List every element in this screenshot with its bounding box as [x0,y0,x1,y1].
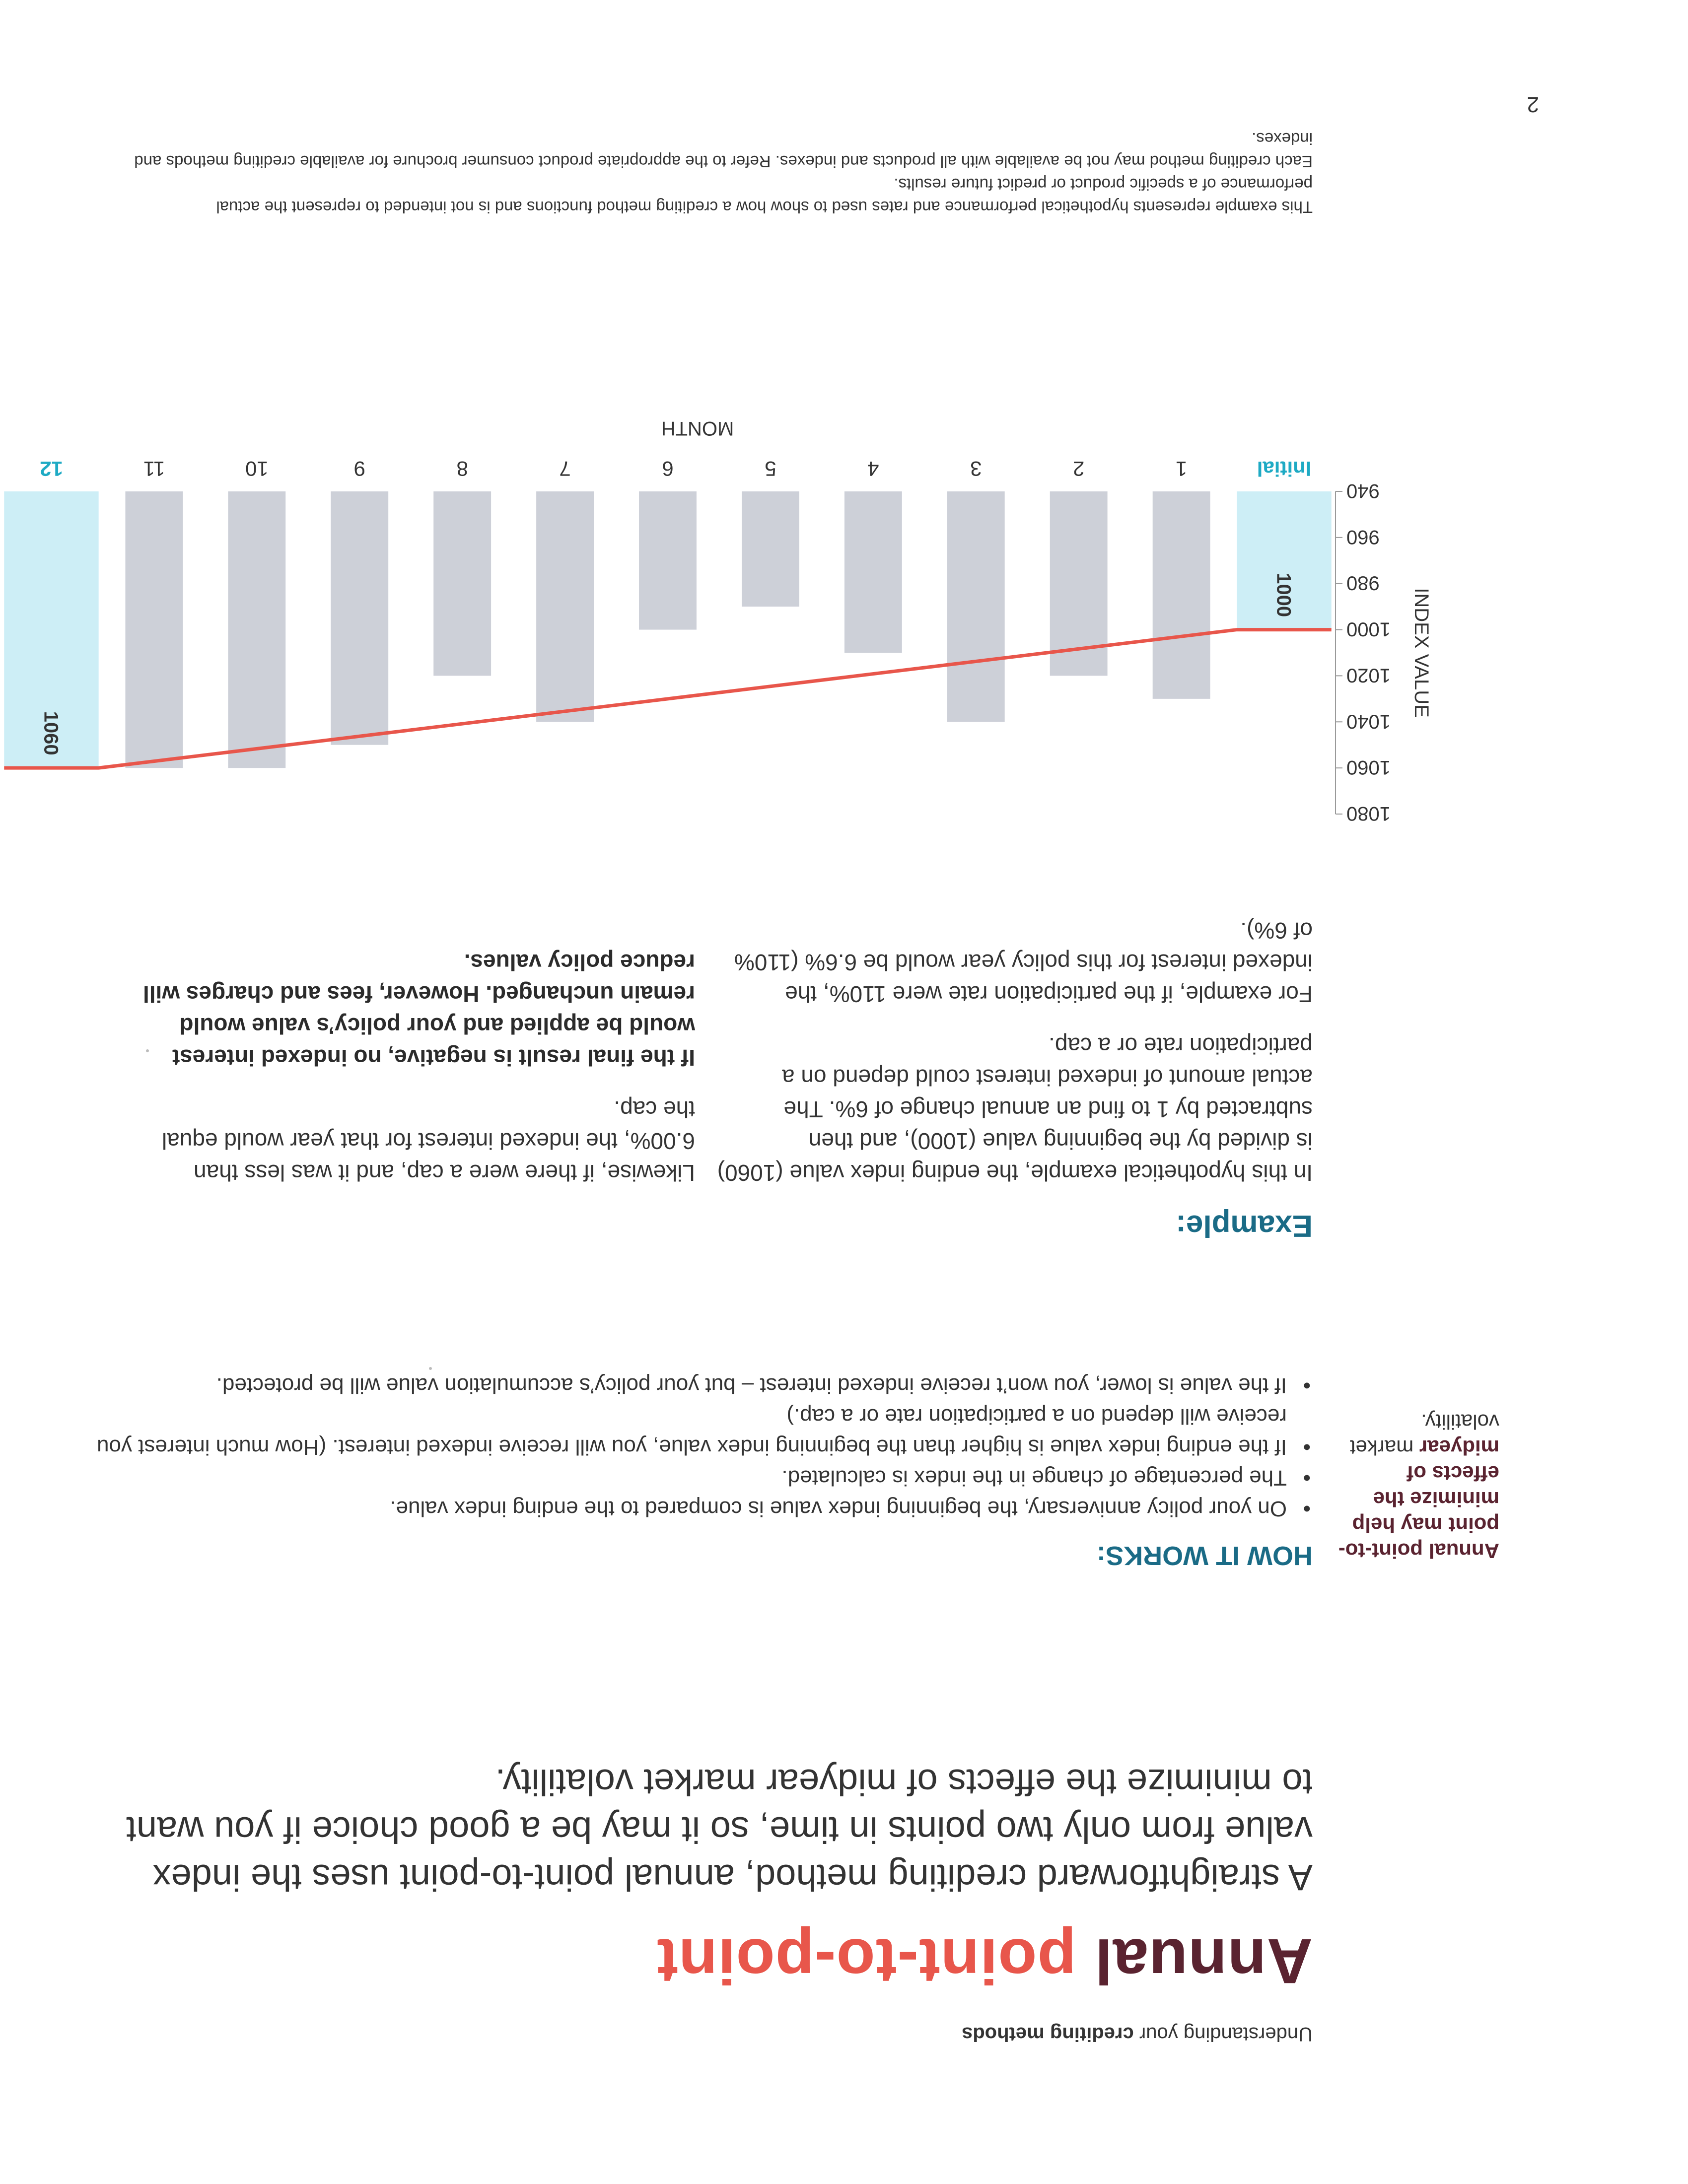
bar [639,491,697,630]
example-left-column [717,895,1313,1189]
example-paragraph-1: In this hypothetical example, the ending index value (1060) is divided by the beginning value (1000), and then subtracted by 1 to find an annual change of 6%. The actual amount of indexed interest could depend on a participation rate or a cap. [717,1033,1313,1186]
list-item: • On your policy anniversary, the beginning index value is compared to the ending index value. [71,1493,1313,1524]
intro-paragraph: A straightforward crediting method, annual point-to-point uses the index value from only two points in time, so it may be a good choice if you want to minimize the effects of midyear market volatility. [126,1762,1313,1898]
bar [844,491,902,653]
x-axis-label: MONTH [661,417,734,439]
how-it-works-list [71,1370,1313,1524]
y-tick-label: 980 [1346,572,1380,594]
header-prefix: Understanding your [1139,2023,1313,2045]
example-right-column [124,927,695,1189]
y-tick-label: 940 [1346,480,1380,502]
title-part1: Annual [1094,1925,1313,1996]
x-tick-label: 10 [245,457,269,480]
y-tick-label: 1000 [1346,618,1391,640]
sidebar-plain: market volatility. [1349,1410,1499,1459]
x-tick-label: Initial [1257,457,1312,480]
footnote [121,127,1313,218]
page-title [656,1925,1313,1995]
bar [125,491,183,768]
point-to-point-line [4,630,1331,768]
x-tick-label: 11 [143,457,165,480]
bar [536,491,594,722]
running-header [962,2023,1313,2045]
list-item: • The percentage of change in the index is calculated. [71,1462,1313,1493]
x-tick-label: 4 [867,457,879,480]
page-number: 2 [1527,92,1539,117]
example-paragraph-3: Likewise, if there were a cap, and it was less than 6.00%, the indexed interest for that year would equal the cap. [161,1096,695,1186]
x-tick-label: 8 [456,457,468,480]
list-item: • If the value is lower, you won’t receive indexed interest – but your policy’s accumulation value will be protected. [71,1370,1313,1401]
sidebar-bold: Annual point-to-point may help minimize the effects of midyear [1338,1436,1499,1563]
x-tick-label: 3 [970,457,982,480]
header-bold: crediting methods [962,2023,1134,2045]
example-heading: Example: [1176,1209,1313,1243]
bar-value-label: 1000 [1272,573,1295,617]
footnote-paragraph-2: Each crediting method may not be available with all products and indexes. Refer to the appropriate product consumer brochure for available crediting methods and indexes. [134,130,1313,171]
bar [228,491,285,768]
sidebar-note [1336,1409,1499,1564]
list-item: • If the ending index value is higher than the beginning index value, you will receive indexed interest. (How much interest you receive will depend on a participation rate or a cap.) [71,1401,1313,1462]
x-tick-label: 6 [662,457,674,480]
bar [947,491,1005,722]
x-tick-label: 2 [1073,457,1085,480]
bar [742,491,799,607]
bar-value-label: 1060 [40,711,62,755]
example-paragraph-4: If the final result is negative, no indexed interest would be applied and your policy’s value would remain unchanged. However, fees and charges will reduce policy values. [142,950,695,1071]
y-tick-label: 1080 [1346,803,1391,824]
x-tick-label: 7 [559,457,571,480]
example-paragraph-2: For example, if the participation rate were 110%, the indexed interest for this policy year would be 6.6% (110% of 6%). [734,918,1313,1007]
how-it-works-heading: HOW IT WORKS: [1097,1541,1313,1570]
x-tick-label: 5 [765,457,776,480]
y-tick-label: 1060 [1346,756,1391,779]
scan-speck [429,1367,432,1370]
x-tick-label: 9 [353,457,365,480]
bar [331,491,388,745]
footnote-paragraph-1: This example represents hypothetical performance and rates used to show how a crediting method functions and is not intended to represent the actual performance of a specific product or predict future results. [216,175,1313,216]
scan-speck [146,1049,149,1052]
y-axis-label: INDEX VALUE [1410,588,1432,718]
x-tick-label: 12 [40,457,63,480]
bar [1153,491,1210,699]
bar [433,491,491,676]
x-tick-label: 1 [1175,457,1188,480]
y-tick-label: 960 [1346,526,1380,548]
chart-svg [0,313,1440,834]
y-tick-label: 1040 [1346,710,1391,733]
title-part2: point-to-point [656,1925,1076,1996]
index-value-chart [0,313,1440,834]
y-tick-label: 1020 [1346,664,1391,686]
